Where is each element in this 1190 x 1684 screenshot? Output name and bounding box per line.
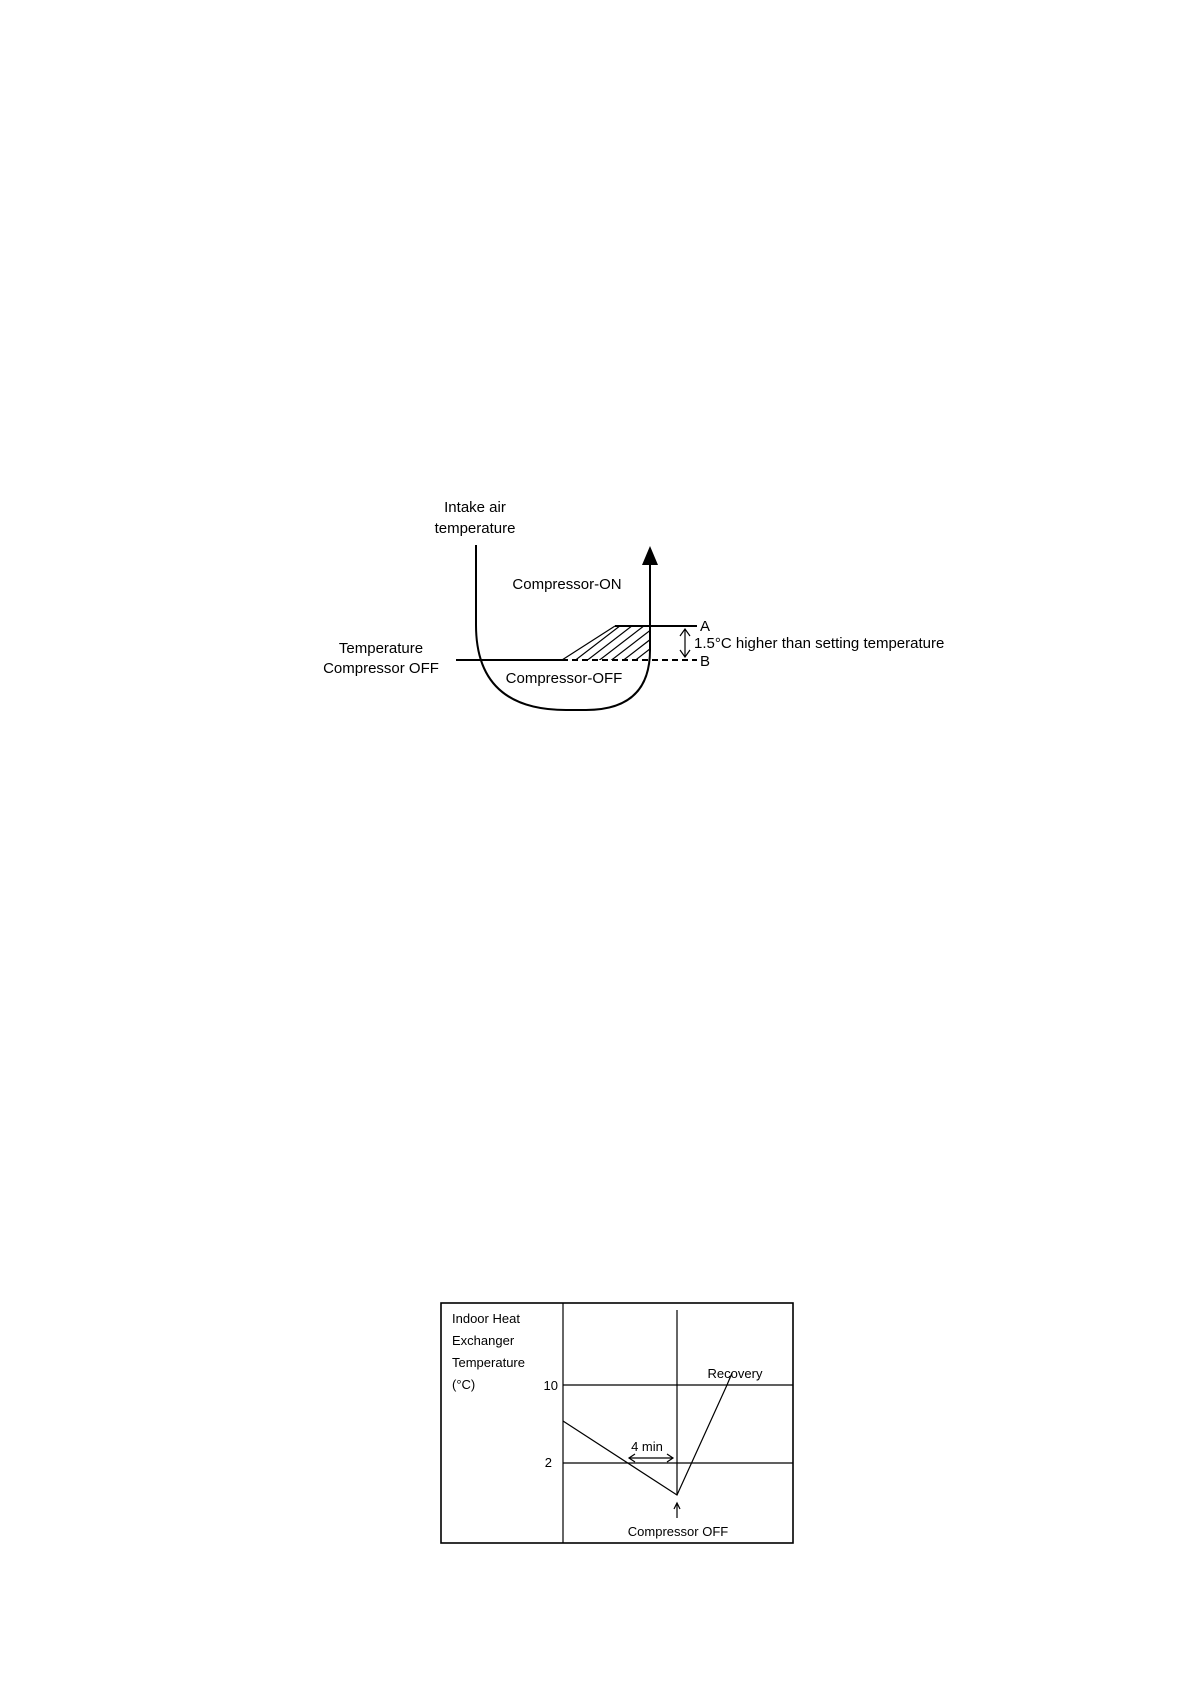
y-axis-label-line1: Intake air: [444, 499, 506, 516]
heat-exchanger-chart: [441, 1303, 793, 1543]
interval-label: 4 min: [631, 1439, 663, 1454]
delta-note: 1.5°C higher than setting temperature: [694, 635, 945, 652]
tick-label-10: 10: [543, 1378, 558, 1393]
left-label-line2: Compressor OFF: [323, 660, 439, 677]
y-label-unit: (°C): [452, 1377, 476, 1392]
hatched-region: [560, 622, 685, 672]
compressor-off-text: Compressor OFF: [627, 1524, 729, 1539]
y-label-line1: Indoor Heat: [452, 1311, 520, 1326]
point-a-label: A: [700, 618, 711, 635]
temperature-trace: [563, 1373, 732, 1495]
point-b-label: B: [700, 653, 711, 670]
intake-air-diagram: [323, 499, 944, 710]
y-label-line2: Exchanger: [452, 1333, 515, 1348]
left-label-line1: Temperature: [338, 640, 424, 657]
tick-label-2: 2: [544, 1455, 552, 1470]
y-label-line3: Temperature: [452, 1355, 525, 1370]
recovery-label: Recovery: [707, 1366, 763, 1381]
compressor-on-label: Compressor-ON: [512, 576, 622, 593]
y-axis-label-line2: temperature: [434, 520, 516, 537]
up-arrow-icon: [642, 546, 658, 565]
compressor-off-label: Compressor-OFF: [505, 670, 623, 687]
